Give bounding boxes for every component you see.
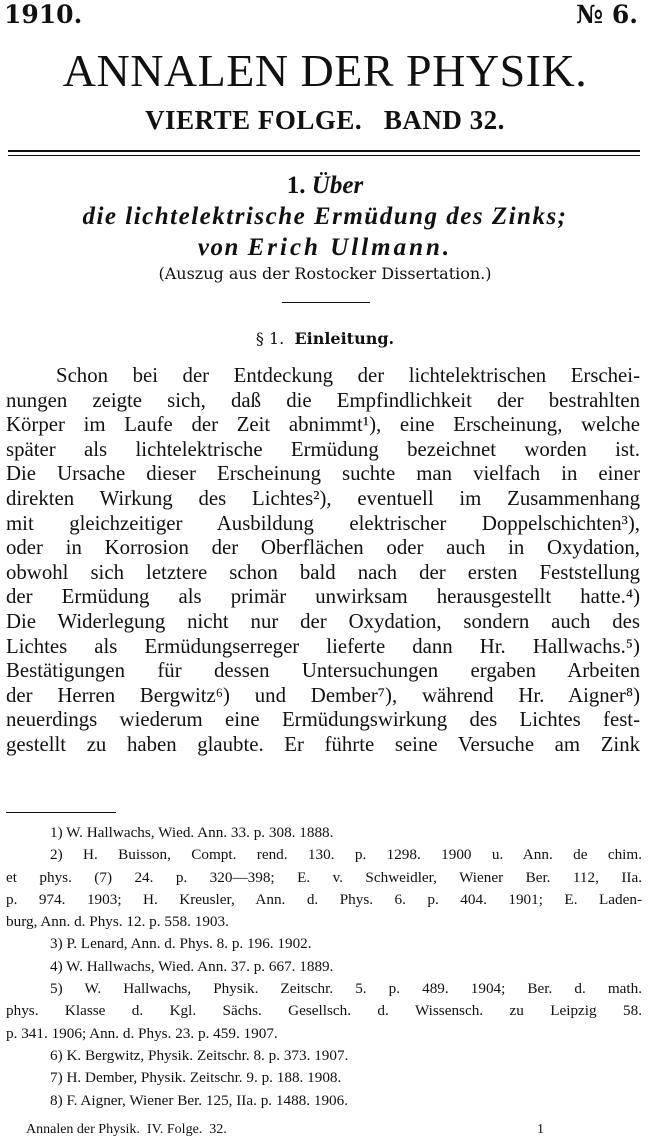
header-issue-number: № 6. [576,0,638,29]
body-line: Lichtes als Ermüdungserreger lieferte dann Hr. Hallwachs.⁵) [6,634,640,658]
footnote-line: 1) W. Hallwachs, Wied. Ann. 33. p. 308. 1888. [50,824,334,841]
body-line: direkten Wirkung des Lichtes²), eventuell im Zusammenhang [6,486,640,510]
header-rule-thin [8,155,640,156]
section-heading [0,328,650,350]
footnote-line: p. 974. 1903; H. Kreusler, Ann. d. Phys. 6. p. 404. 1901; E. Laden- [6,890,642,908]
footnote-line: p. 341. 1906; Ann. d. Phys. 23. p. 459. 1907. [6,1024,278,1042]
footnote-line: 3) P. Lenard, Ann. d. Phys. 8. p. 196. 1902. [50,935,312,953]
body-line: nungen zeigte sich, daß die Empfindlichkeit der bestrahlten [6,388,640,412]
excerpt-note: (Auszug aus der Rostocker Dissertation.) [158,264,492,283]
body-line: neuerdings wiederum eine Ermüdungswirkung des Lichtes fest- [6,708,640,732]
body-line: der Herren Bergwitz⁶) und Dember⁷), während Hr. Aigner⁸) [6,683,640,707]
body-line: obwohl sich letztere schon bald nach der ersten Feststellung [6,560,640,584]
header-rule-thick [8,150,640,152]
body-line: oder in Korrosion der Oberflächen oder auch in Oxydation, [6,536,640,560]
page-number: 1 [537,1122,544,1137]
body-line: mit gleichzeitiger Ausbildung elektrischer Doppelschichten³), [6,511,640,535]
footnote-line: 7) H. Dember, Physik. Zeitschr. 9. p. 188. 1908. [50,1069,342,1087]
body-line: Die Ursache dieser Erscheinung suchte man vielfach in einer [6,462,640,486]
section-title: Einleitung. [294,329,395,348]
page-footer [26,1120,544,1140]
author-prefix: von [197,234,240,261]
journal-title: ANNALEN DER PHYSIK. [62,45,588,96]
body-line: Körper im Laufe der Zeit abnimmt¹), eine Erscheinung, welche [6,413,640,437]
footnote-line: 8) F. Aigner, Wiener Ber. 125, IIa. p. 1488. 1906. [50,1091,349,1109]
footnote-line: 2) H. Buisson, Compt. rend. 130. p. 1298. 1900 u. Ann. de chim. [50,846,642,864]
article-title-word: Über [311,172,364,199]
title-divider [282,302,370,303]
footnote-line: 4) W. Hallwachs, Wied. Ann. 37. p. 667. 1889. [50,957,334,975]
body-line: Bestätigungen für dessen Untersuchungen ergaben Arbeiten [6,659,640,683]
running-title: Annalen der Physik. IV. Folge. 32. [26,1122,227,1137]
body-text [6,364,640,758]
footnote-rule [6,812,116,813]
body-line: gestellt zu haben glaubte. Er führte seine Versuche am Zink [6,732,640,756]
footnote-line: et phys. (7) 24. p. 320—398; E. v. Schweidler, Wiener Ber. 112, IIa. [6,868,642,886]
footnote-line: 5) W. Hallwachs, Physik. Zeitschr. 5. p. 489. 1904; Ber. d. math. [50,980,642,998]
footnote-line: burg, Ann. d. Phys. 12. p. 558. 1903. [6,913,229,931]
section-number: § 1. [255,329,285,348]
body-line: später als lichtelektrische Ermüdung bezeichnet worden ist. [6,437,640,461]
footnotes [6,822,642,1112]
body-line: Die Widerlegung nicht nur der Oxydation, sondern auch des [6,609,640,633]
footnote-line: phys. Klasse d. Kgl. Sächs. Gesellsch. d. Wissensch. zu Leipzig 58. [6,1002,642,1020]
article-title-line-2: die lichtelektrische Ermüdung des Zinks; [82,203,568,230]
header-year: 1910. [4,0,83,29]
body-line: der Ermüdung als primär unwirksam herausgestellt hatte.⁴) [6,585,640,609]
article-author-line [0,232,650,263]
footnote-line: 6) K. Bergwitz, Physik. Zeitschr. 8. p. 373. 1907. [50,1046,349,1064]
page-header [4,0,638,30]
author-name: Erich Ullmann. [247,234,453,261]
journal-series: VIERTE FOLGE. BAND 32. [145,105,505,135]
article-title-line-1 [0,170,650,201]
article-number: 1. [286,172,306,199]
body-line: Schon bei der Entdeckung der lichtelektrischen Erschei- [56,364,640,387]
